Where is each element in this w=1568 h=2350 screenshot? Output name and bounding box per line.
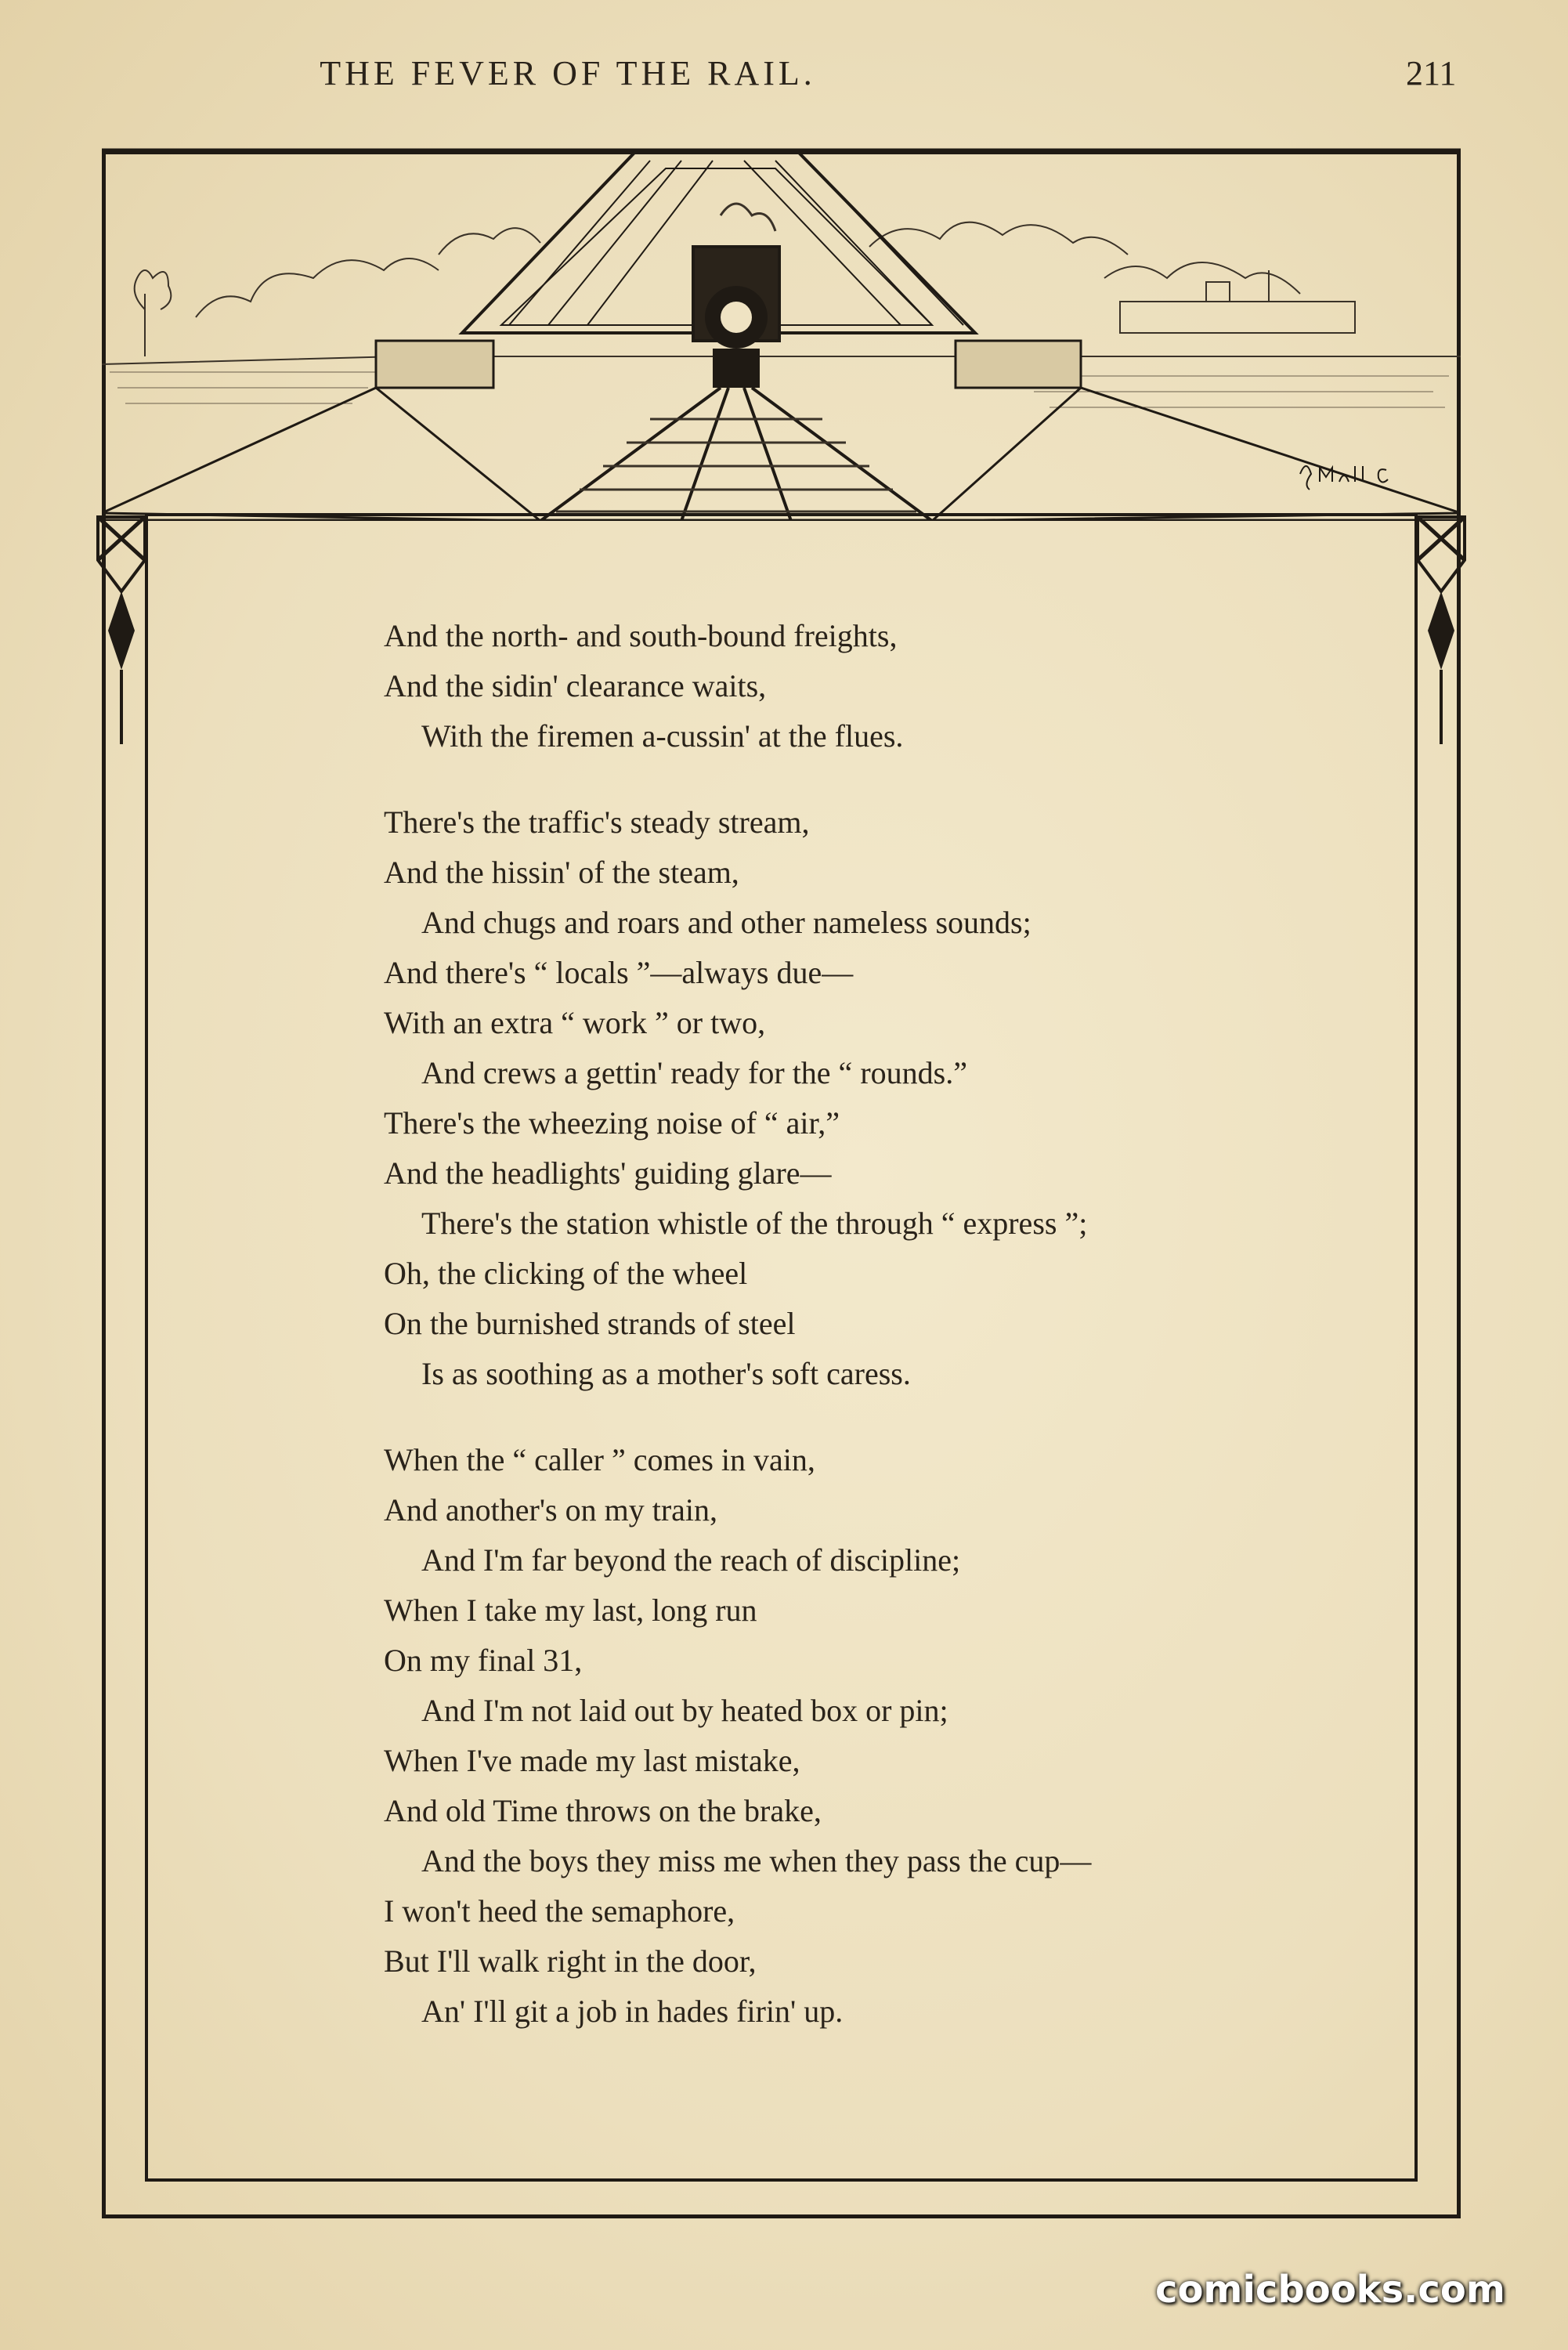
poem-line: When I take my last, long run	[384, 1593, 757, 1628]
poem-line: And I'm not laid out by heated box or pin;	[421, 1693, 948, 1728]
poem-line: When the “ caller ” comes in vain,	[384, 1442, 815, 1477]
artist-signature	[1300, 466, 1388, 490]
poem-line: An' I'll git a job in hades firin' up.	[421, 1994, 844, 2029]
poem-line: With the firemen a-cussin' at the flues.	[421, 718, 904, 754]
poem-line: And the hissin' of the steam,	[384, 855, 739, 890]
poem-line: And there's “ locals ”—always due—	[384, 955, 854, 990]
poem-line: And the boys they miss me when they pass the cup—	[421, 1843, 1092, 1878]
poem-line: When I've made my last mistake,	[384, 1743, 800, 1778]
right-corner-ornament	[1414, 513, 1469, 748]
rail-ties	[556, 419, 916, 512]
poem-line: There's the station whistle of the through “ express ”;	[421, 1206, 1088, 1241]
site-watermark: comicbooks.com	[1155, 2268, 1505, 2312]
poem-line: And old Time throws on the brake,	[384, 1793, 822, 1828]
poem-line: And crews a gettin' ready for the “ rounds.”	[421, 1055, 967, 1090]
poem-line: And I'm far beyond the reach of discipline;	[421, 1542, 961, 1578]
poem-line: Oh, the clicking of the wheel	[384, 1256, 748, 1291]
stanza	[384, 611, 1402, 761]
poem-line: With an extra “ work ” or two,	[384, 1005, 766, 1040]
poem-line: And another's on my train,	[384, 1492, 718, 1528]
poem-line: Is as soothing as a mother's soft caress.	[421, 1356, 911, 1391]
page-number: 211	[1406, 54, 1457, 92]
poem-line: There's the wheezing noise of “ air,”	[384, 1105, 840, 1141]
trees-drawing	[135, 270, 172, 356]
poem-line: But I'll walk right in the door,	[384, 1943, 757, 1979]
water-lines	[110, 372, 1449, 407]
poem-line: I won't heed the semaphore,	[384, 1893, 735, 1929]
poem-text	[384, 611, 1402, 2073]
stanza	[384, 797, 1402, 1399]
poem-line: And chugs and roars and other nameless sounds;	[421, 905, 1031, 940]
distant-buildings	[1120, 270, 1355, 333]
poem-line: On the burnished strands of steel	[384, 1306, 796, 1341]
stanza	[384, 1435, 1402, 2037]
poem-line: And the headlights' guiding glare—	[384, 1155, 832, 1191]
railroad-bridge-illustration	[102, 137, 1461, 521]
running-title: THE FEVER OF THE RAIL.	[320, 54, 816, 92]
poem-line: And the sidin' clearance waits,	[384, 668, 767, 703]
poem-line: There's the traffic's steady stream,	[384, 804, 810, 840]
left-corner-ornament	[94, 513, 149, 748]
running-head	[0, 53, 1568, 100]
poem-line: And the north- and south-bound freights,	[384, 618, 898, 653]
poem-line: On my final 31,	[384, 1643, 583, 1678]
railroad-tracks	[540, 388, 932, 521]
